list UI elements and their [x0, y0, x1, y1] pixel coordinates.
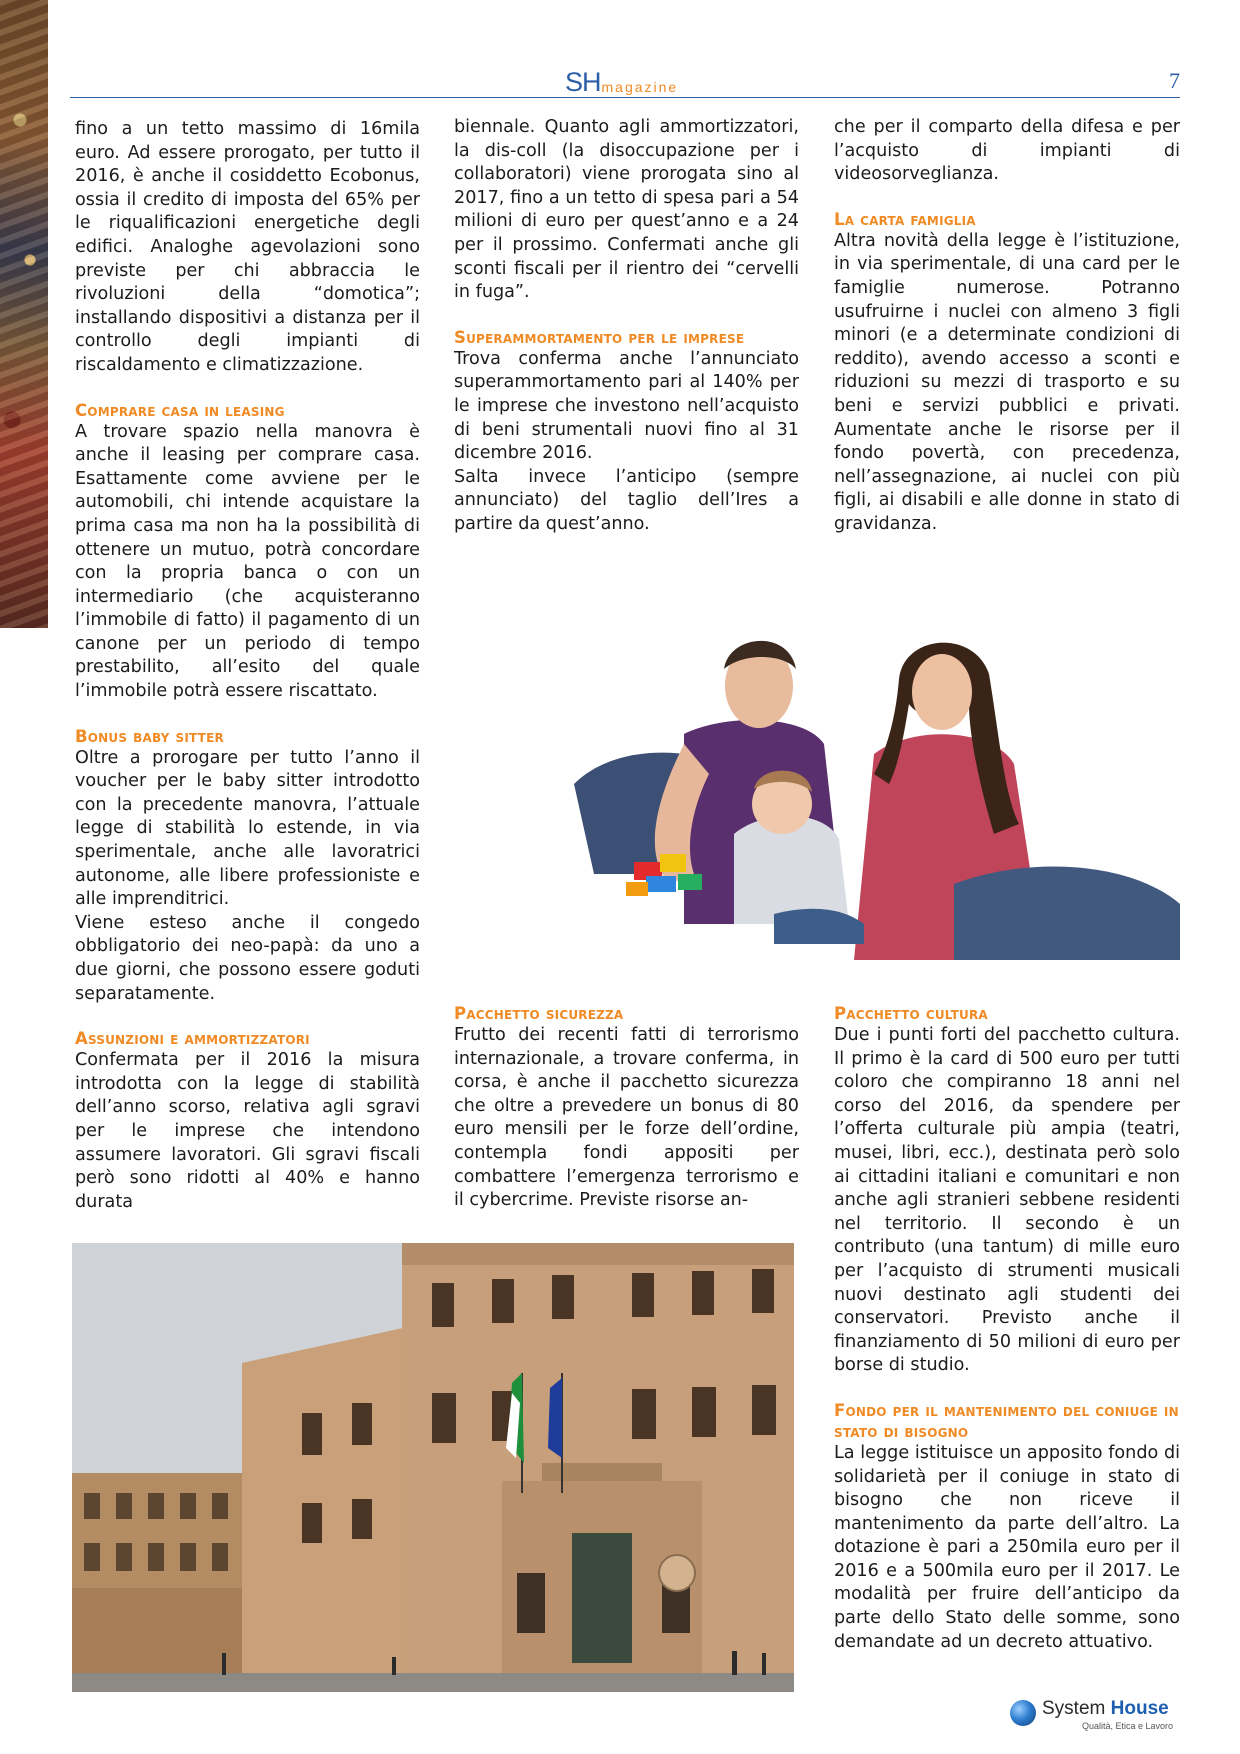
col3-cultura-text: Due i punti forti del pacchetto cultura. Il primo è la card di 500 euro per tutti coloro che compiranno 18 anni nel corso del 2016, da spendere per l’offerta culturale più ampia (teatri, musei, libri, ecc.), destinata però solo ai cittadini italiani e comunitari e non anche agli stranieri sebbene residenti nel territorio. Il secondo è un contributo (una tantum) di mille euro per l’acquisto di strumenti musicali nuovi destinato agli studenti dei conservatori. Previsto anche il finanziamento di 50 milioni di euro per borse di studio.	[834, 1025, 1180, 1376]
column-2-bottom	[454, 1003, 799, 1213]
col1-baby-text-1: Oltre a prorogare per tutto l’anno il voucher per le baby sitter introdotto con la precedente manovra, l’attuale legge di stabilità lo estende, in via sperimentale, anche alle lavoratrici autonome, alle libere professioniste e alle imprenditrici.	[75, 747, 420, 910]
col3-famiglia-text: Altra novità della legge è l’istituzione, in via sperimentale, di una card per le famiglie numerose. Potranno usufruirne i nuclei con almeno 3 figli minori (e a determinate condizioni di reddito), avendo accesso a sconti e riduzioni su mezzi di trasporto e su beni e servizi pubblici e privati. Aumentate anche le risorse per il fondo povertà, con precedenza, nell’assegnazione, ai nuclei con più figli, ai disabili e alle donne in stato di gravidanza.	[834, 230, 1180, 534]
section-title-sicurezza: Pacchetto sicurezza	[454, 1004, 624, 1023]
globe-icon	[1010, 1700, 1036, 1726]
col1-assunzioni-text: Confermata per il 2016 la misura introdotta con la legge di stabilità dell’anno scorso, relativa agli sgravi per le imprese che intendono assumere lavoratori. Gli sgravi fiscali però sono ridotti al 40% e hanno durata	[75, 1050, 420, 1212]
column-3-top	[834, 116, 1180, 537]
header-rule	[70, 97, 1180, 98]
col2-super-text-1: Trova conferma anche l’annunciato superammortamento pari al 140% per le imprese che investono nell’acquisto di beni strumentali nuovi fino al 31 dicembre 2016.	[454, 348, 799, 464]
col3-fondo-text: La legge istituisce un apposito fondo di solidarietà per il coniuge in stato di bisogno che non riceve il mantenimento da parte dell’altro. La dotazione è pari a 250mila euro per il 2016 e a 500mila euro per il 2017. Le modalità per fruire dell’anticipo da parte dello Stato delle somme, sono demandate ad un decreto attuativo.	[834, 1442, 1180, 1652]
system-house-logo	[1010, 1696, 1180, 1736]
edge-photo-parliament	[0, 0, 48, 628]
logo-sh: SH	[565, 67, 601, 97]
palazzo-montecitorio-photo	[72, 1243, 794, 1692]
col2-sicurezza-text: Frutto dei recenti fatti di terrorismo internazionale, a trovare conferma, in corsa, è anche il pacchetto sicurezza che oltre a prevedere un bonus di 80 euro mensili per le forze dell’ordine, contempla fondi appositi per combattere l’emergenza terrorismo e il cybercrime. Previste risorse an-	[454, 1025, 799, 1211]
brand-system: System	[1042, 1698, 1106, 1719]
brand-name	[1042, 1698, 1169, 1720]
logo-magazine: magazine	[601, 79, 679, 95]
section-title-leasing: Comprare casa in leasing	[75, 400, 285, 420]
col3-continued: che per il comparto della difesa e per l’acquisto di impianti di videosorveglianza.	[834, 117, 1180, 185]
column-1	[75, 118, 420, 1214]
col2-super-text-2: Salta invece l’anticipo (sempre annunciato) del taglio dell’Ires a partire da quest’anno.	[454, 466, 799, 534]
brand-house: House	[1110, 1698, 1169, 1719]
column-3-bottom	[834, 1003, 1180, 1654]
section-title-superammortamento: Superammortamento per le imprese	[454, 327, 745, 347]
magazine-logo	[565, 66, 678, 96]
section-title-cultura: Pacchetto cultura	[834, 1004, 988, 1023]
section-title-assunzioni: Assunzioni e ammortizzatori	[75, 1029, 310, 1049]
column-2-top	[454, 116, 799, 537]
section-title-carta-famiglia: La carta famiglia	[834, 209, 976, 229]
family-photo	[574, 624, 1180, 960]
section-title-fondo-coniuge: Fondo per il mantenimento del coniuge in stato di bisogno	[834, 1400, 1179, 1441]
brand-tagline: Qualità, Etica e Lavoro	[1082, 1721, 1174, 1731]
col2-continued: biennale. Quanto agli ammortizzatori, la dis-coll (la disoccupazione per i collaboratori) viene prorogata sino al 2017, fino a un tetto di spesa pari a 54 milioni di euro per quest’anno e a 24 per il prossimo. Confermati anche gli sconti fiscali per il rientro dei “cervelli in fuga”.	[454, 117, 799, 303]
col1-baby-text-2: Viene esteso anche il congedo obbligatorio dei neo-papà: da uno a due giorni, che possono essere goduti separatamente.	[75, 912, 420, 1004]
masthead	[70, 67, 1180, 98]
col1-leasing-text: A trovare spazio nella manovra è anche il leasing per comprare casa. Esattamente come avviene per le automobili, chi intende acquistare la prima casa ma non ha la possibilità di ottenere un mutuo, potrà concordare con la propria banca o con un intermediario (che acquisteranno l’immobile di fatto) il pagamento di un canone per un periodo di tempo prestabilito, all’esito del quale l’immobile potrà essere riscattato.	[75, 421, 420, 702]
page-number: 7	[1169, 68, 1180, 93]
section-title-baby-sitter: Bonus baby sitter	[75, 726, 224, 746]
col1-intro: fino a un tetto massimo di 16mila euro. Ad essere prorogato, per tutto il 2016, è anche il cosiddetto Ecobonus, ossia il credito di imposta del 65% per le riqualificazioni energetiche degli edifici. Analoghe agevolazioni sono previste per chi abbraccia le rivoluzioni della “domotica”; installando dispositivi a distanza per il controllo degli impianti di riscaldamento e climatizzazione.	[75, 119, 420, 375]
